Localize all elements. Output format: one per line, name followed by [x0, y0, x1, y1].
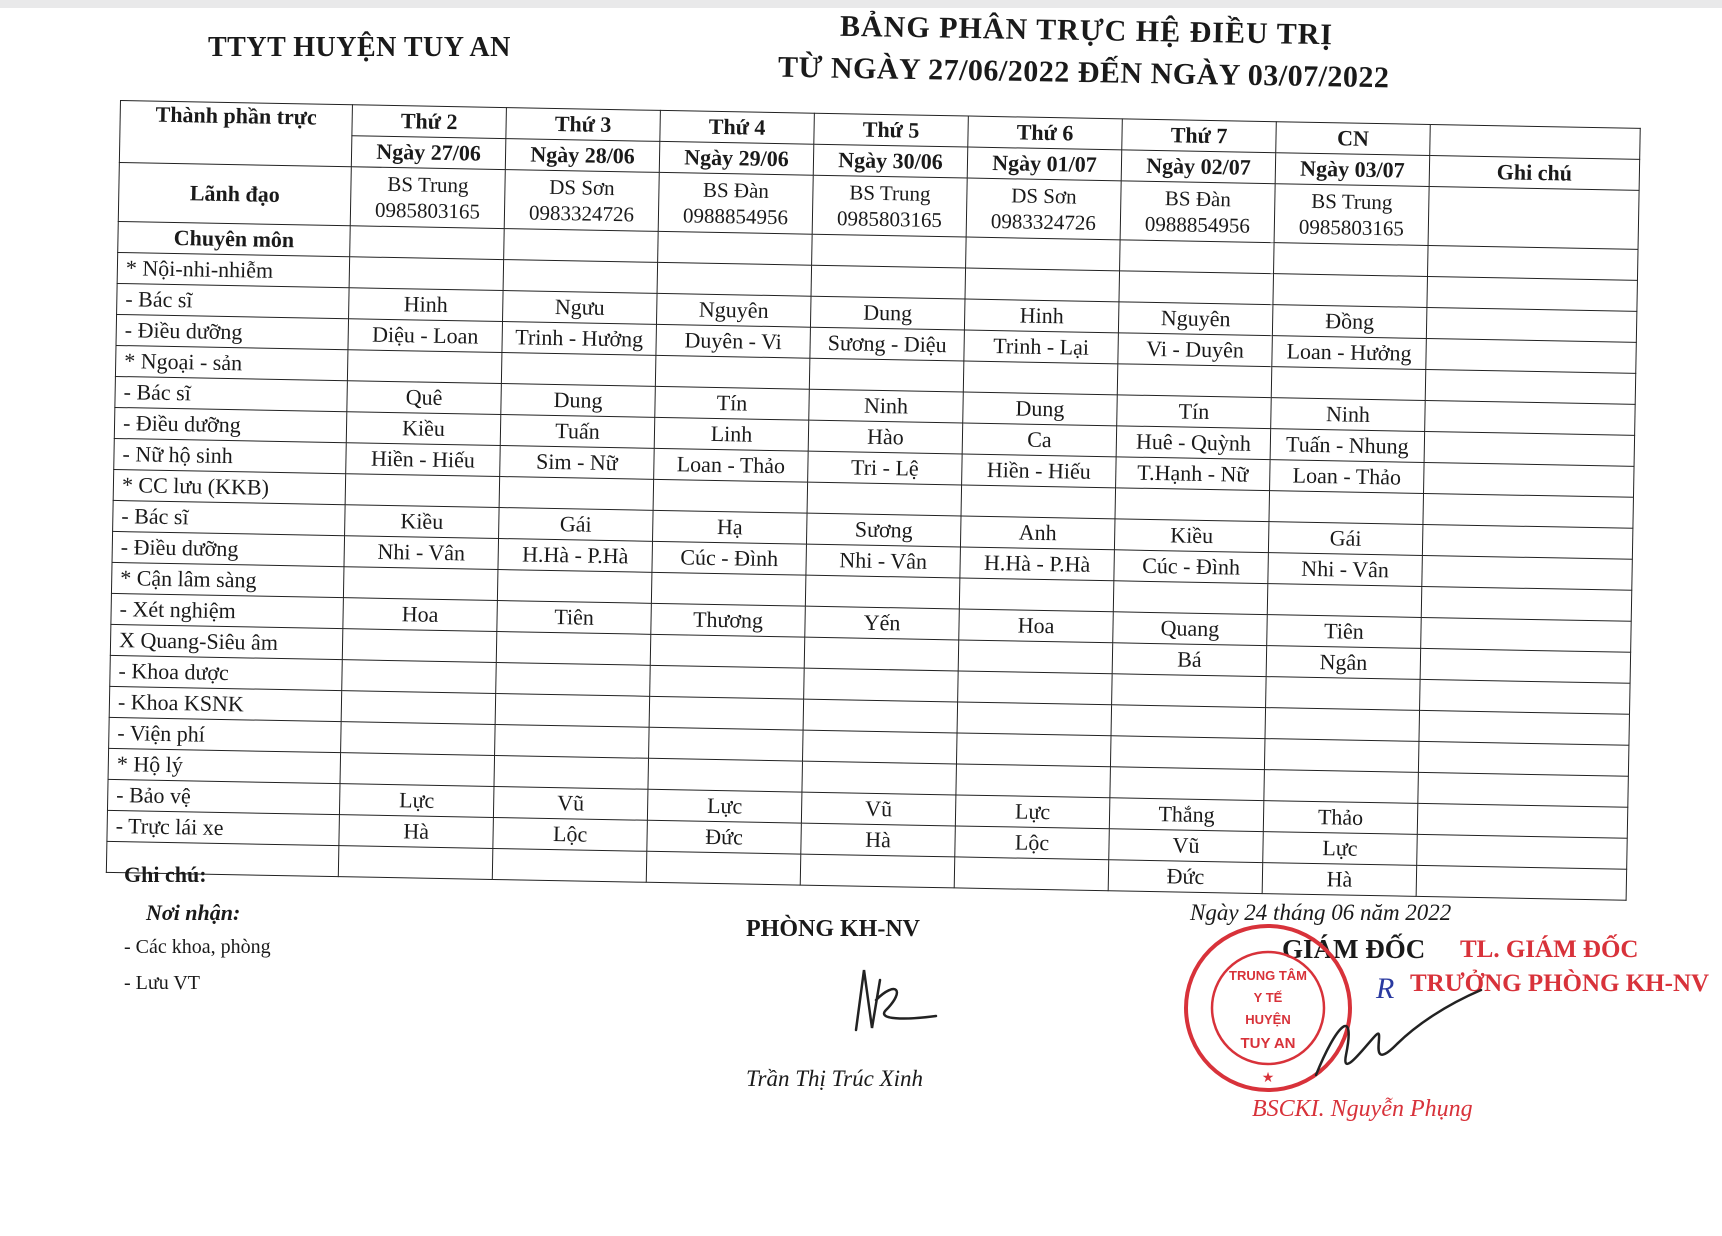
roster-cell	[1119, 271, 1274, 305]
empty-cell	[1120, 240, 1275, 274]
note-cell	[1422, 555, 1633, 590]
roster-cell: Thảo	[1263, 801, 1418, 835]
roster-cell: Loan - Thảo	[654, 448, 809, 482]
roster-cell	[958, 671, 1113, 705]
roster-cell: Tuấn - Nhung	[1270, 429, 1425, 463]
roster-cell: Loan - Hưởng	[1272, 336, 1427, 370]
roster-cell: Thắng	[1109, 798, 1264, 832]
roster-cell	[803, 699, 958, 733]
leadership-cell	[1120, 181, 1275, 243]
roster-cell	[965, 268, 1120, 302]
roster-cell	[963, 361, 1118, 395]
roster-cell: Đức	[647, 820, 802, 854]
roster-cell	[961, 485, 1116, 519]
leadership-label-cell: Lãnh đạo	[118, 162, 351, 225]
roster-cell	[804, 668, 959, 702]
leader-phone: 0985803165	[1298, 214, 1405, 241]
row-label-cell: - Điều dưỡng	[112, 531, 345, 566]
date-header-cell: Ngày 02/07	[1121, 150, 1276, 184]
roster-cell	[1111, 705, 1266, 739]
row-label-cell: - Bác sĩ	[117, 283, 350, 318]
row-label-cell: * Ngoại - sản	[115, 345, 348, 380]
scan-edge	[0, 0, 1722, 8]
leader-name: DS Sơn	[549, 174, 615, 201]
roster-cell	[492, 848, 647, 882]
roster-cell	[800, 854, 955, 888]
roster-cell	[499, 477, 654, 511]
note-cell	[1418, 772, 1629, 807]
roster-cell	[345, 474, 500, 508]
note-cell	[1423, 493, 1634, 528]
stamp-text-line: TUY AN	[1240, 1035, 1296, 1052]
note-header-cell: Ghi chú	[1429, 156, 1640, 191]
roster-cell: Hà	[1262, 863, 1417, 897]
roster-cell: Loan - Thảo	[1270, 460, 1425, 494]
roster-cell	[805, 575, 960, 609]
empty-cell	[1427, 245, 1638, 280]
leader-phone: 0988854956	[682, 203, 789, 230]
roster-cell	[1265, 708, 1420, 742]
delegation-line-2: TRƯỞNG PHÒNG KH-NV	[1410, 970, 1710, 997]
roster-cell	[1264, 770, 1419, 804]
roster-cell	[496, 662, 651, 696]
row-label-cell: - Bảo vệ	[107, 779, 340, 814]
roster-cell: Sim - Nữ	[500, 446, 655, 480]
note-cell	[1422, 524, 1633, 559]
duty-roster-table	[106, 100, 1641, 901]
roster-cell: Nguyên	[1118, 302, 1273, 336]
leader-name: BS Đàn	[1164, 186, 1232, 212]
note-cell	[1425, 369, 1636, 404]
note-cell	[1417, 803, 1628, 838]
duty-roster-table-wrapper	[106, 100, 1640, 903]
roster-cell: H.Hà - P.Hà	[960, 547, 1115, 581]
recipient-item: - Lưu VT	[124, 972, 201, 994]
delegation-line-1: TL. GIÁM ĐỐC	[1460, 936, 1639, 963]
note-cell	[1421, 586, 1632, 621]
roster-cell	[956, 733, 1111, 767]
leadership-cell	[504, 170, 659, 232]
roster-cell	[347, 350, 502, 384]
document-title: BẢNG PHÂN TRỰC HỆ ĐIỀU TRỊ	[839, 9, 1334, 52]
note-cell	[1426, 307, 1637, 342]
date-header-cell: Ngày 28/06	[505, 139, 660, 173]
roster-cell	[956, 764, 1111, 798]
note-header-empty-cell	[1430, 125, 1641, 160]
note-cell	[1426, 338, 1637, 373]
date-header-cell: Ngày 30/06	[813, 144, 968, 178]
roster-cell: Nhi - Vân	[1268, 553, 1423, 587]
row-label-cell: - Bác sĩ	[113, 500, 346, 535]
weekday-header-cell: Thứ 2	[352, 105, 507, 139]
row-label-cell: - Trực lái xe	[107, 810, 340, 845]
department-signature	[836, 950, 946, 1050]
note-cell	[1419, 710, 1630, 745]
roster-cell: Tuấn	[500, 415, 655, 449]
roster-cell: H.Hà - P.Hà	[498, 539, 653, 573]
roster-cell	[802, 761, 957, 795]
roster-cell	[1115, 488, 1270, 522]
roster-cell: Ngân	[1266, 646, 1421, 680]
roster-cell	[495, 693, 650, 727]
roster-cell	[802, 730, 957, 764]
note-cell	[1424, 462, 1635, 497]
roster-cell: Lộc	[955, 826, 1110, 860]
roster-cell	[1267, 584, 1422, 618]
roster-cell: Hinh	[349, 288, 504, 322]
leader-phone: 0983324726	[990, 208, 1097, 235]
document-date-range: TỪ NGÀY 27/06/2022 ĐẾN NGÀY 03/07/2022	[777, 50, 1390, 95]
roster-cell: Kiều	[346, 412, 501, 446]
roster-cell: Tín	[1117, 395, 1272, 429]
roster-cell	[342, 660, 497, 694]
roster-cell	[501, 353, 656, 387]
note-cell	[1420, 648, 1631, 683]
leader-phone: 0985803165	[374, 197, 481, 224]
roster-cell	[1273, 274, 1428, 308]
row-label-cell: - Xét nghiệm	[111, 593, 344, 628]
roster-cell	[651, 572, 806, 606]
roster-cell	[653, 479, 808, 513]
star-icon: ★	[1261, 1071, 1275, 1086]
roster-cell	[809, 358, 964, 392]
roster-cell: Hinh	[964, 299, 1119, 333]
stamp-text-line: HUYỆN	[1245, 1012, 1291, 1027]
roster-cell: Hà	[339, 815, 494, 849]
roster-cell	[957, 702, 1112, 736]
roster-cell: Hà	[801, 823, 956, 857]
roster-cell: Huê - Quỳnh	[1116, 426, 1271, 460]
leadership-cell	[658, 172, 813, 234]
roster-cell	[341, 722, 496, 756]
leader-phone: 0983324726	[528, 200, 635, 227]
roster-cell: Kiều	[345, 505, 500, 539]
date-header-cell: Ngày 27/06	[351, 136, 506, 170]
empty-cell	[350, 226, 505, 260]
roster-cell	[646, 851, 801, 885]
weekday-header-cell: Thứ 6	[968, 116, 1123, 150]
roster-cell: Ngưu	[503, 291, 658, 325]
row-label-cell: * Nội-nhi-nhiễm	[117, 252, 350, 287]
roster-cell	[650, 665, 805, 699]
roster-cell: Sương	[806, 513, 961, 547]
roster-cell: Hoa	[959, 609, 1114, 643]
roster-cell	[1269, 491, 1424, 525]
roster-cell: Duyên - Vi	[656, 324, 811, 358]
leadership-cell	[1274, 184, 1429, 246]
roster-cell	[959, 578, 1114, 612]
note-label: Ghi chú:	[124, 862, 207, 887]
roster-cell: Bá	[1112, 643, 1267, 677]
roster-cell: T.Hạnh - Nữ	[1116, 457, 1271, 491]
weekday-header-cell: Thứ 5	[814, 113, 969, 147]
roster-cell: Đồng	[1272, 305, 1427, 339]
roster-cell	[1112, 674, 1267, 708]
roster-cell: Gái	[1268, 522, 1423, 556]
leader-phone: 0985803165	[836, 206, 943, 233]
roster-cell: Trinh - Lại	[964, 330, 1119, 364]
weekday-header-cell: Thứ 7	[1122, 119, 1277, 153]
roster-cell: Nhi - Vân	[806, 544, 961, 578]
date-header-cell: Ngày 29/06	[659, 141, 814, 175]
empty-cell	[1274, 243, 1429, 277]
roster-cell	[496, 631, 651, 665]
roster-cell	[1264, 739, 1419, 773]
date-header-cell: Ngày 01/07	[967, 147, 1122, 181]
roster-cell: Trinh - Hưởng	[502, 322, 657, 356]
roster-cell: Tiên	[497, 600, 652, 634]
roster-cell	[811, 265, 966, 299]
note-cell	[1425, 400, 1636, 435]
leadership-cell	[350, 167, 505, 229]
leader-name: BS Trung	[849, 180, 931, 206]
note-cell	[1427, 276, 1638, 311]
roster-cell	[494, 755, 649, 789]
roster-cell: Nhi - Vân	[344, 536, 499, 570]
roster-cell: Vũ	[493, 786, 648, 820]
director-signer-name: BSCKI. Nguyễn Phụng	[1252, 1096, 1473, 1122]
roster-cell	[338, 846, 493, 880]
roster-cell: Quê	[347, 381, 502, 415]
row-label-cell: * CC lưu (KKB)	[113, 469, 346, 504]
roster-cell	[342, 629, 497, 663]
roster-cell	[655, 355, 810, 389]
roster-cell: Vũ	[801, 792, 956, 826]
roster-cell	[495, 724, 650, 758]
roster-cell	[649, 696, 804, 730]
roster-cell: Vi - Duyên	[1118, 333, 1273, 367]
roster-cell	[1266, 677, 1421, 711]
weekday-header-cell: Thứ 3	[506, 108, 661, 142]
note-cell	[1418, 741, 1629, 776]
roster-cell: Tín	[655, 386, 810, 420]
roster-cell	[503, 260, 658, 294]
corner-header-cell: Thành phần trực	[119, 101, 352, 167]
roster-cell: Ca	[962, 423, 1117, 457]
roster-cell: Dung	[501, 384, 656, 418]
roster-cell	[958, 640, 1113, 674]
empty-cell	[812, 234, 967, 268]
leadership-cell	[966, 178, 1121, 240]
note-cell	[1428, 187, 1639, 250]
date-header-cell: Ngày 03/07	[1275, 153, 1430, 187]
roster-cell: Dung	[810, 296, 965, 330]
roster-cell: Lực	[339, 784, 494, 818]
roster-cell	[497, 570, 652, 604]
roster-cell: Lực	[647, 789, 802, 823]
roster-cell: Hào	[808, 420, 963, 454]
roster-cell	[954, 857, 1109, 891]
row-label-cell: * Hộ lý	[108, 748, 341, 783]
director-signature	[1306, 985, 1486, 1095]
leader-name: DS Sơn	[1010, 183, 1077, 209]
roster-cell: Cúc - Đình	[652, 541, 807, 575]
roster-cell: Kiều	[1114, 519, 1269, 553]
roster-cell: Dung	[963, 392, 1118, 426]
roster-cell: Hạ	[653, 510, 808, 544]
roster-cell: Ninh	[809, 389, 964, 423]
roster-cell: Nguyên	[656, 293, 811, 327]
row-label-cell: - Điều dưỡng	[116, 314, 349, 349]
roster-cell: Ninh	[1271, 398, 1426, 432]
roster-cell: Gái	[499, 508, 654, 542]
roster-cell: Linh	[654, 417, 809, 451]
roster-cell	[1117, 364, 1272, 398]
roster-cell	[804, 637, 959, 671]
roster-cell: Yến	[805, 606, 960, 640]
department-signer-name: Trần Thị Trúc Xinh	[746, 1066, 924, 1091]
roster-cell	[349, 257, 504, 291]
director-title: GIÁM ĐỐC	[1282, 934, 1426, 964]
roster-cell	[1110, 736, 1265, 770]
roster-cell: Cúc - Đình	[1114, 550, 1269, 584]
delegation-mark: R	[1376, 972, 1395, 1005]
row-label-cell: X Quang-Siêu âm	[110, 624, 343, 659]
roster-cell: Vũ	[1109, 829, 1264, 863]
row-label-cell: - Nữ hộ sinh	[114, 438, 347, 473]
note-cell	[1420, 679, 1631, 714]
recipients-label: Nơi nhận:	[146, 900, 241, 925]
roster-cell	[1271, 367, 1426, 401]
row-label-cell: - Điều dưỡng	[114, 407, 347, 442]
leader-name: BS Đàn	[702, 177, 770, 203]
leadership-cell	[812, 175, 967, 237]
roster-cell	[648, 758, 803, 792]
roster-cell: Sương - Diệu	[810, 327, 965, 361]
roster-cell	[341, 691, 496, 725]
roster-cell: Lộc	[493, 817, 648, 851]
roster-cell	[650, 634, 805, 668]
note-cell	[1417, 834, 1628, 869]
leader-phone: 0988854956	[1144, 211, 1251, 238]
signing-date: Ngày 24 tháng 06 năm 2022	[1190, 900, 1452, 925]
department-title: PHÒNG KH-NV	[746, 916, 920, 942]
roster-cell: Đức	[1108, 860, 1263, 894]
roster-cell: Tiên	[1267, 615, 1422, 649]
section-label-cell: Chuyên môn	[118, 221, 351, 256]
row-label-cell: - Khoa dược	[110, 655, 343, 690]
organization-name: TTYT HUYỆN TUY AN	[208, 32, 511, 63]
weekday-header-cell: CN	[1276, 122, 1431, 156]
leader-name: BS Trung	[1311, 188, 1393, 215]
roster-cell: Lực	[1263, 832, 1418, 866]
roster-cell: Thương	[651, 603, 806, 637]
roster-cell: Quang	[1113, 612, 1268, 646]
roster-cell	[649, 727, 804, 761]
empty-cell	[504, 229, 659, 263]
roster-cell: Tri - Lệ	[808, 451, 963, 485]
weekday-header-cell: Thứ 4	[660, 110, 815, 144]
row-label-cell: - Viện phí	[109, 717, 342, 752]
roster-cell	[343, 567, 498, 601]
row-label-cell: - Bác sĩ	[115, 376, 348, 411]
roster-cell: Hoa	[343, 598, 498, 632]
roster-cell: Lực	[955, 795, 1110, 829]
recipient-item: - Các khoa, phòng	[124, 936, 271, 958]
roster-cell	[1110, 767, 1265, 801]
note-cell	[1416, 865, 1627, 900]
roster-cell	[807, 482, 962, 516]
roster-cell	[1113, 581, 1268, 615]
row-label-cell: * Cận lâm sàng	[111, 562, 344, 597]
roster-cell: Diệu - Loan	[348, 319, 503, 353]
leader-name: BS Trung	[387, 171, 469, 198]
roster-cell: Hiền - Hiếu	[962, 454, 1117, 488]
note-cell	[1421, 617, 1632, 652]
roster-cell	[340, 753, 495, 787]
roster-cell	[657, 262, 812, 296]
stamp-text-line: Y TẾ	[1253, 990, 1283, 1005]
roster-cell: Hiền - Hiếu	[346, 443, 501, 477]
empty-cell	[966, 237, 1121, 271]
note-cell	[1424, 431, 1635, 466]
empty-cell	[658, 231, 813, 265]
roster-cell: Anh	[960, 516, 1115, 550]
stamp-text-line: TRUNG TÂM	[1229, 968, 1307, 983]
row-label-cell: - Khoa KSNK	[109, 686, 342, 721]
